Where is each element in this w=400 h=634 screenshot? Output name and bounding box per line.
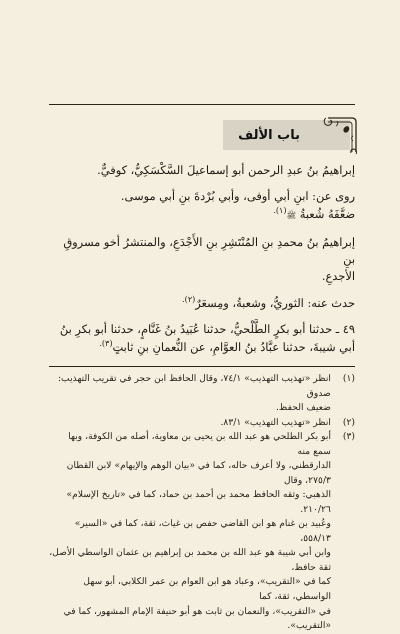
hadith-49 [49,321,355,356]
isnad-line: ٤٩ ـ حدثنا أبو بكرٍ الطَّلْحيُّ، حدثنا عُبَيدُ بنُ غَنَّامٍ، حدثنا أبو بكرِ بنُ [59,322,355,337]
footnote-line: انظر «تهذيب التهذيب» ٨٣/١. [220,416,331,428]
footnote-line: ضعيف الحفظ. [275,402,331,414]
entry-grading [49,205,355,223]
entry-narrators: روى عن: ابنِ أبي أوفى، وأبي بُرْدةَ بنِ أبي موسى. [120,189,355,204]
footnote-line: في «التقريب»، والنعمان بن ثابت هو أبو حنيفة الإمام المشهور، كما في «التقريب». [63,605,331,632]
footnote-line: وعُبيد بن غنام هو ابن القاضي حفص بن غياث، ثقة، كما في «السير» ٥٥٨/١٣، [74,518,331,544]
isnad-text: أبي شيبةَ، حدثنا عبَّادُ بنُ العوَّامِ، عن النُّعمانِ بنِ ثابتٍ [112,340,355,355]
students-text: حدث عنه: الثوريُّ، وشعبةُ، ومِسعَرٌ [195,296,355,311]
footnote-number: (٣) [342,431,355,443]
entry-students [49,294,355,312]
grading-text: ضعَّفَهُ شُعبةُ [299,207,355,222]
entry-heading-cont: الأجدعِ. [321,269,355,284]
footnote-line: الدارقطني، ولا أعرف حاله، كما في «بيان الوهم والإيهام» لابن القطان ٢٧٥/٣، وقال [66,460,331,486]
footnote-ref-2: (٢). [182,295,196,305]
top-rule [49,104,355,105]
footnote-ref-3: (٣). [99,339,113,349]
footnote-ref-1: (١). [273,206,287,216]
footnote-separator [49,366,355,367]
footnote-line: الذهبي: وثقه الحافظ محمد بن أحمد بن حماد، كما في «تاريخ الإسلام» ٢١٠/٢٦. [66,489,331,515]
entry-heading: إبراهيمُ بنُ عبدِ الرحمن أبو إسماعيلَ السَّكْسَكِيُّ، كوفيٌّ. [97,163,355,177]
footnote-line: كما في «التقريب»، وعباد هو ابن العوام بن عمر الكلابي، أبو سهل الواسطي، ثقة، كما [83,576,331,602]
footnote-number: (٢) [342,416,355,428]
honorific-mark: ﷺ [286,211,297,221]
footnote-line: انظر «تهذيب التهذيب» ٧٤/١، وقال الحافظ ابن حجر في تقريب التهذيب: صدوق [57,373,331,399]
isnad-line [49,338,355,356]
chapter-title: باب الألف [238,127,300,143]
entry-heading: إبراهيمُ بنُ محمدِ بنِ المُنْتَشِرِ بنِ الأَجْدَعِ، والمنتشرُ أخو مسروقِ بنِ [63,235,355,267]
footnote-line: وابن أبي شيبة هو عبد الله بن محمد بن إبراهيم بن عثمان الواسطي الأصل، ثقة حافظ، [49,547,331,573]
footnote-number: (١) [342,373,355,384]
footnote-3 [49,430,355,633]
corner-ornament-icon [322,116,358,156]
footnote-2 [49,416,355,431]
footnotes [49,372,355,634]
footnote-1 [49,372,355,416]
entry-ibrahim-saksaki [49,162,355,223]
main-text [49,162,355,356]
entry-ibrahim-muntashir [49,234,355,312]
footnote-line: أبو بكر الطلحي هو عبد الله بن يحيى بن معاوية، أصله من الكوفة، وبها سمع منه [68,431,331,457]
